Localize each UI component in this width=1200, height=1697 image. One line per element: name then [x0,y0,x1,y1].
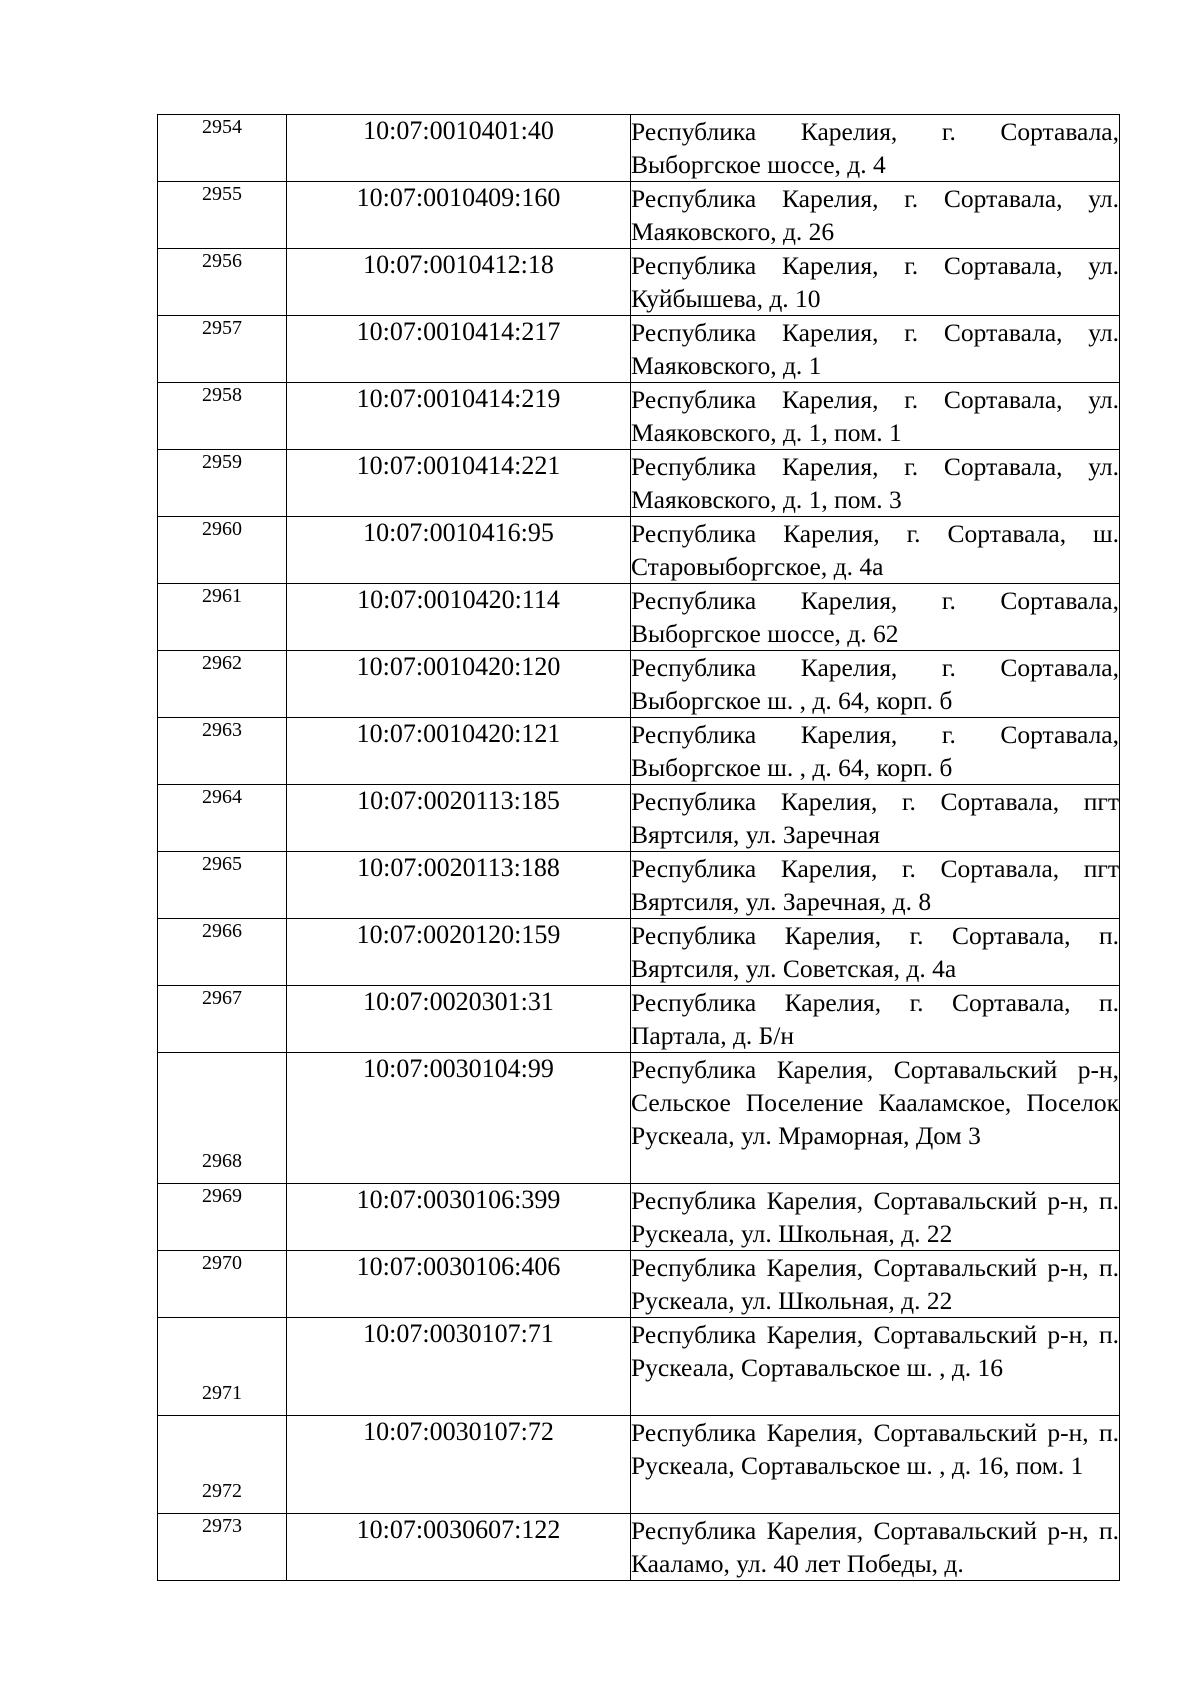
address: Республика Карелия, г. Сортавала, ул. Маяковского, д. 1, пом. 3 [631,450,1120,517]
cadastral-number: 10:07:0020301:31 [287,986,631,1053]
cadastral-number: 10:07:0030106:406 [287,1251,631,1318]
address: Республика Карелия, г. Сортавала, ш. Старовыборгское, д. 4а [631,517,1120,584]
cadastral-number: 10:07:0010414:219 [287,383,631,450]
row-number: 2970 [158,1251,287,1318]
table-row [158,1053,1120,1184]
cadastral-number: 10:07:0010420:114 [287,584,631,651]
row-number: 2960 [158,517,287,584]
table-row [158,986,1120,1053]
row-number: 2964 [158,785,287,852]
row-number: 2972 [158,1416,287,1514]
address: Республика Карелия, г. Сортавала, Выборгское ш. , д. 64, корп. б [631,718,1120,785]
row-number: 2957 [158,316,287,383]
table-row [158,785,1120,852]
row-number: 2969 [158,1184,287,1251]
row-number: 2959 [158,450,287,517]
row-number: 2958 [158,383,287,450]
row-number: 2961 [158,584,287,651]
table-row [158,919,1120,986]
table-row [158,852,1120,919]
row-number: 2954 [158,115,287,182]
property-registry-table [157,114,1120,1581]
cadastral-number: 10:07:0030106:399 [287,1184,631,1251]
address: Республика Карелия, г. Сортавала, Выборгское шоссе, д. 4 [631,115,1120,182]
address: Республика Карелия, г. Сортавала, п. Партала, д. Б/н [631,986,1120,1053]
table-row [158,1318,1120,1416]
table-row [158,1251,1120,1318]
address: Республика Карелия, г. Сортавала, п. Вяртсиля, ул. Советская, д. 4а [631,919,1120,986]
cadastral-number: 10:07:0030607:122 [287,1514,631,1581]
address: Республика Карелия, г. Сортавала, ул. Маяковского, д. 1, пом. 1 [631,383,1120,450]
cadastral-number: 10:07:0010414:221 [287,450,631,517]
address: Республика Карелия, Сортавальский р-н, п. Рускеала, ул. Школьная, д. 22 [631,1184,1120,1251]
address: Республика Карелия, Сортавальский р-н, п. Рускеала, Сортавальское ш. , д. 16, пом. 1 [631,1416,1120,1514]
cadastral-number: 10:07:0030107:72 [287,1416,631,1514]
address: Республика Карелия, г. Сортавала, ул. Маяковского, д. 26 [631,182,1120,249]
cadastral-number: 10:07:0010401:40 [287,115,631,182]
address: Республика Карелия, Сортавальский р-н, п. Рускеала, ул. Школьная, д. 22 [631,1251,1120,1318]
table-row [158,182,1120,249]
table-row [158,517,1120,584]
address: Республика Карелия, Сортавальский р-н, Сельское Поселение Кааламское, Поселок Рускеала, ул. Мраморная, Дом 3 [631,1053,1120,1184]
table-row [158,383,1120,450]
address: Республика Карелия, Сортавальский р-н, п. Рускеала, Сортавальское ш. , д. 16 [631,1318,1120,1416]
row-number: 2955 [158,182,287,249]
row-number: 2968 [158,1053,287,1184]
table-row [158,584,1120,651]
row-number: 2965 [158,852,287,919]
table-row [158,718,1120,785]
cadastral-number: 10:07:0010416:95 [287,517,631,584]
table-row [158,651,1120,718]
address: Республика Карелия, г. Сортавала, Выборгское ш. , д. 64, корп. б [631,651,1120,718]
row-number: 2963 [158,718,287,785]
cadastral-number: 10:07:0010414:217 [287,316,631,383]
cadastral-number: 10:07:0030104:99 [287,1053,631,1184]
table-row [158,1416,1120,1514]
row-number: 2966 [158,919,287,986]
cadastral-number: 10:07:0030107:71 [287,1318,631,1416]
address: Республика Карелия, Сортавальский р-н, п. Кааламо, ул. 40 лет Победы, д. [631,1514,1120,1581]
address: Республика Карелия, г. Сортавала, ул. Маяковского, д. 1 [631,316,1120,383]
row-number: 2967 [158,986,287,1053]
table-row [158,1184,1120,1251]
cadastral-number: 10:07:0020120:159 [287,919,631,986]
row-number: 2962 [158,651,287,718]
table-row [158,316,1120,383]
row-number: 2956 [158,249,287,316]
table-row [158,249,1120,316]
table-row [158,1514,1120,1581]
row-number: 2971 [158,1318,287,1416]
cadastral-number: 10:07:0020113:185 [287,785,631,852]
cadastral-number: 10:07:0010409:160 [287,182,631,249]
cadastral-number: 10:07:0010420:121 [287,718,631,785]
address: Республика Карелия, г. Сортавала, ул. Куйбышева, д. 10 [631,249,1120,316]
cadastral-number: 10:07:0020113:188 [287,852,631,919]
cadastral-number: 10:07:0010412:18 [287,249,631,316]
cadastral-number: 10:07:0010420:120 [287,651,631,718]
row-number: 2973 [158,1514,287,1581]
table-row [158,450,1120,517]
table-row [158,115,1120,182]
address: Республика Карелия, г. Сортавала, пгт Вяртсиля, ул. Заречная [631,785,1120,852]
address: Республика Карелия, г. Сортавала, Выборгское шоссе, д. 62 [631,584,1120,651]
address: Республика Карелия, г. Сортавала, пгт Вяртсиля, ул. Заречная, д. 8 [631,852,1120,919]
